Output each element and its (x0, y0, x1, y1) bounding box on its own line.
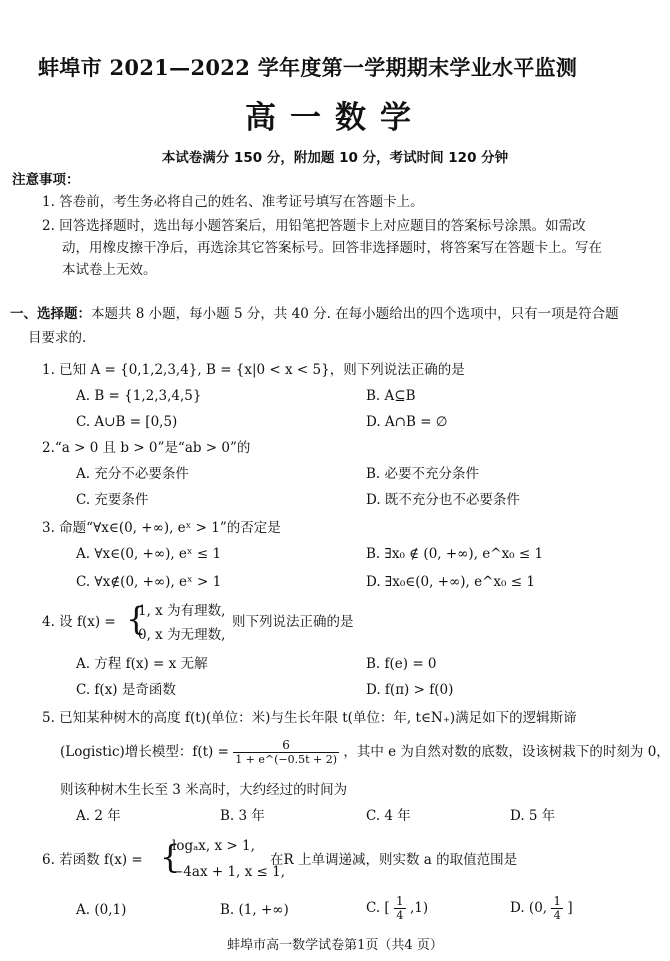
subject-title: 高一数学 (245, 100, 425, 136)
q6-d-close: ] (567, 900, 573, 916)
q6-option-c (366, 894, 428, 923)
q6-c-open: C. [ (366, 900, 390, 916)
question-6-prefix: 6. 若函数 f(x) = (42, 852, 143, 868)
piecewise-brace: { (126, 600, 147, 638)
section-label: 一、选择题： (10, 306, 91, 322)
q6-d-fraction (551, 894, 563, 923)
question-6-suffix: 在R 上单调递减，则实数 a 的取值范围是 (270, 852, 518, 868)
question-3-stem: 3. 命题“∀x∈(0, +∞), eˣ > 1”的否定是 (42, 520, 281, 536)
q5-option-b: B. 3 年 (220, 808, 265, 824)
q6-c-fraction (394, 894, 406, 923)
q5-fraction-denominator: 1 + e^(−0.5t + 2) (235, 753, 338, 766)
fraction-denominator: 4 (553, 909, 561, 922)
note-item: 本试卷上无效。 (62, 262, 157, 278)
question-5-line2 (60, 738, 670, 767)
q6-d-open: D. (0, (510, 900, 548, 916)
q4-option-c: C. f(x) 是奇函数 (76, 682, 176, 698)
q4-case-1: 1, x 为有理数, (138, 603, 226, 619)
q5-fraction-numerator: 6 (233, 738, 339, 753)
q3-option-c: C. ∀x∉(0, +∞), eˣ > 1 (76, 574, 222, 590)
q3-option-b: B. ∃x₀ ∉ (0, +∞), e^x₀ ≤ 1 (366, 546, 544, 562)
q5-option-c: C. 4 年 (366, 808, 411, 824)
question-4-prefix: 4. 设 f(x) = (42, 614, 116, 630)
page-footer: 蚌埠市高一数学试卷第1页（共4 页） (227, 938, 443, 953)
fraction-numerator: 1 (553, 894, 562, 908)
fraction-denominator: 4 (396, 909, 404, 922)
q2-option-a: A. 充分不必要条件 (76, 466, 189, 482)
q4-option-a: A. 方程 f(x) = x 无解 (76, 656, 208, 672)
note-item: 2. 回答选择题时，选出每小题答案后，用铅笔把答题卡上对应题目的答案标号涂黑。如需改 (42, 218, 586, 234)
section-desc-cont: 目要求的. (28, 330, 87, 346)
q6-option-a: A. (0,1) (76, 902, 127, 918)
q1-option-c: C. A∪B = [0,5) (76, 414, 178, 430)
q5-model-label: (Logistic)增长模型：f(t) = (60, 744, 229, 760)
q1-option-d: D. A∩B = ∅ (366, 414, 448, 430)
q6-option-b: B. (1, +∞) (220, 902, 289, 918)
fraction-numerator: 1 (396, 894, 404, 908)
q1-option-b: B. A⊆B (366, 388, 416, 404)
q2-option-c: C. 充要条件 (76, 492, 149, 508)
q6-case-1: logₐx, x > 1, (172, 838, 255, 854)
note-item: 动，用橡皮擦干净后，再选涂其它答案标号。回答非选择题时，将答案写在答题卡上。写在 (62, 240, 602, 256)
q1-option-a: A. B = {1,2,3,4,5} (76, 388, 202, 404)
section-desc: 本题共 8 小题，每小题 5 分，共 40 分. 在每小题给出的四个选项中，只有一项是符合题 (91, 306, 619, 322)
q5-option-d: D. 5 年 (510, 808, 556, 824)
q4-option-d: D. f(π) > f(0) (366, 682, 454, 698)
q2-option-b: B. 必要不充分条件 (366, 466, 480, 482)
q6-c-close: ,1) (409, 900, 429, 916)
question-1-stem: 1. 已知 A = {0,1,2,3,4}, B = {x|0 < x < 5}，则下列说法正确的是 (42, 362, 465, 378)
q5-model-fraction (233, 738, 339, 767)
question-2-stem: 2.“a > 0 且 b > 0”是“ab > 0”的 (42, 440, 251, 456)
q4-case-2: 0, x 为无理数, (138, 627, 226, 643)
notes-heading: 注意事项： (12, 172, 80, 188)
question-4-suffix: 则下列说法正确的是 (232, 614, 354, 630)
q3-option-a: A. ∀x∈(0, +∞), eˣ ≤ 1 (76, 546, 222, 562)
piecewise-brace: { (160, 838, 181, 876)
q2-option-d: D. 既不充分也不必要条件 (366, 492, 520, 508)
q4-option-b: B. f(e) = 0 (366, 656, 437, 672)
q6-case-2: −4ax + 1, x ≤ 1, (172, 864, 286, 880)
q5-option-a: A. 2 年 (76, 808, 121, 824)
exam-info: 本试卷满分 150 分，附加题 10 分，考试时间 120 分钟 (161, 150, 509, 166)
question-5-line1: 5. 已知某种树木的高度 f(t)(单位：米)与生长年限 t(单位：年, t∈N₊)满足如下的逻辑斯谛 (42, 710, 577, 726)
question-5-line3: 则该种树木生长至 3 米高时，大约经过的时间为 (60, 782, 348, 798)
section-heading (10, 306, 619, 322)
q3-option-d: D. ∃x₀∈(0, +∞), e^x₀ ≤ 1 (366, 574, 535, 590)
q5-model-desc: ，其中 e 为自然对数的底数，设该树栽下的时刻为 0， (343, 744, 670, 760)
note-item: 1. 答卷前，考生务必将自己的姓名、准考证号填写在答题卡上。 (42, 194, 424, 210)
exam-header: 蚌埠市 2021—2022 学年度第一学期期末学业水平监测 (38, 55, 578, 80)
q6-option-d (510, 894, 573, 923)
